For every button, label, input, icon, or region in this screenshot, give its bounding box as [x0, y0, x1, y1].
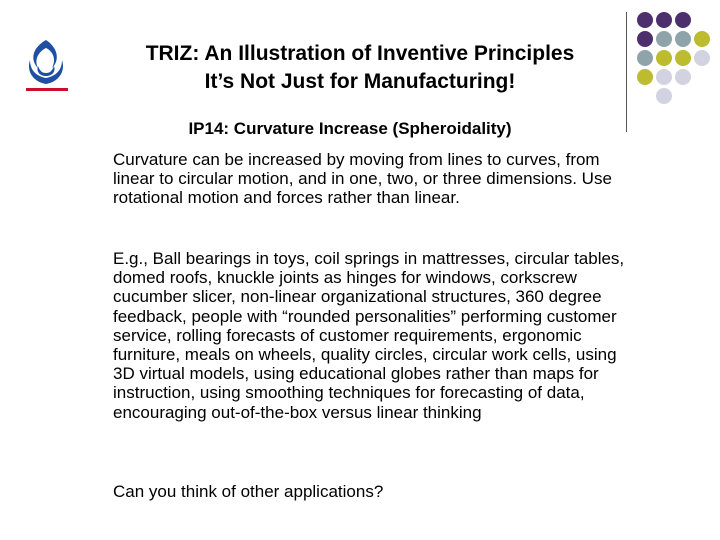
- decorative-dot: [637, 50, 653, 66]
- paragraph-question: Can you think of other applications?: [113, 482, 384, 501]
- decorative-dot: [656, 50, 672, 66]
- paragraph-examples: E.g., Ball bearings in toys, coil springs in mattresses, circular tables, domed roofs, knuckle joints as hinges for windows, corkscrew cucumber slicer, non-linear organizational structures, 360 degree feedback, people with “rounded personalities” performing customer service, rolling forecasts of customer requirements, ergonomic furniture, meals on wheels, quality circles, circular work cells, using 3D virtual models, using educational globes rather than maps for instruction, using smoothing techniques for forecasting of data, encouraging out-of-the-box versus linear thinking: [113, 249, 625, 422]
- flame-logo: [24, 38, 70, 94]
- decorative-dot: [637, 12, 653, 28]
- decorative-dot: [675, 31, 691, 47]
- slide-title: [100, 40, 620, 96]
- title-line-1: TRIZ: An Illustration of Inventive Principles: [145, 42, 575, 65]
- decorative-dot: [637, 69, 653, 85]
- decorative-dot: [637, 31, 653, 47]
- decorative-dot: [656, 31, 672, 47]
- decorative-dot: [675, 12, 691, 28]
- slide-subtitle: IP14: Curvature Increase (Spheroidality): [188, 119, 512, 138]
- decorative-dot: [694, 50, 710, 66]
- decorative-dot: [656, 69, 672, 85]
- divider-line: [626, 12, 627, 132]
- decorative-dot: [675, 69, 691, 85]
- title-line-2: It’s Not Just for Manufacturing!: [204, 70, 516, 93]
- decorative-dot: [694, 31, 710, 47]
- paragraph-definition: Curvature can be increased by moving from lines to curves, from linear to circular motion, and in one, two, or three dimensions. Use rotational motion and forces rather than linear.: [113, 150, 612, 208]
- decorative-dot: [656, 12, 672, 28]
- decorative-dot: [675, 50, 691, 66]
- decorative-dot: [656, 88, 672, 104]
